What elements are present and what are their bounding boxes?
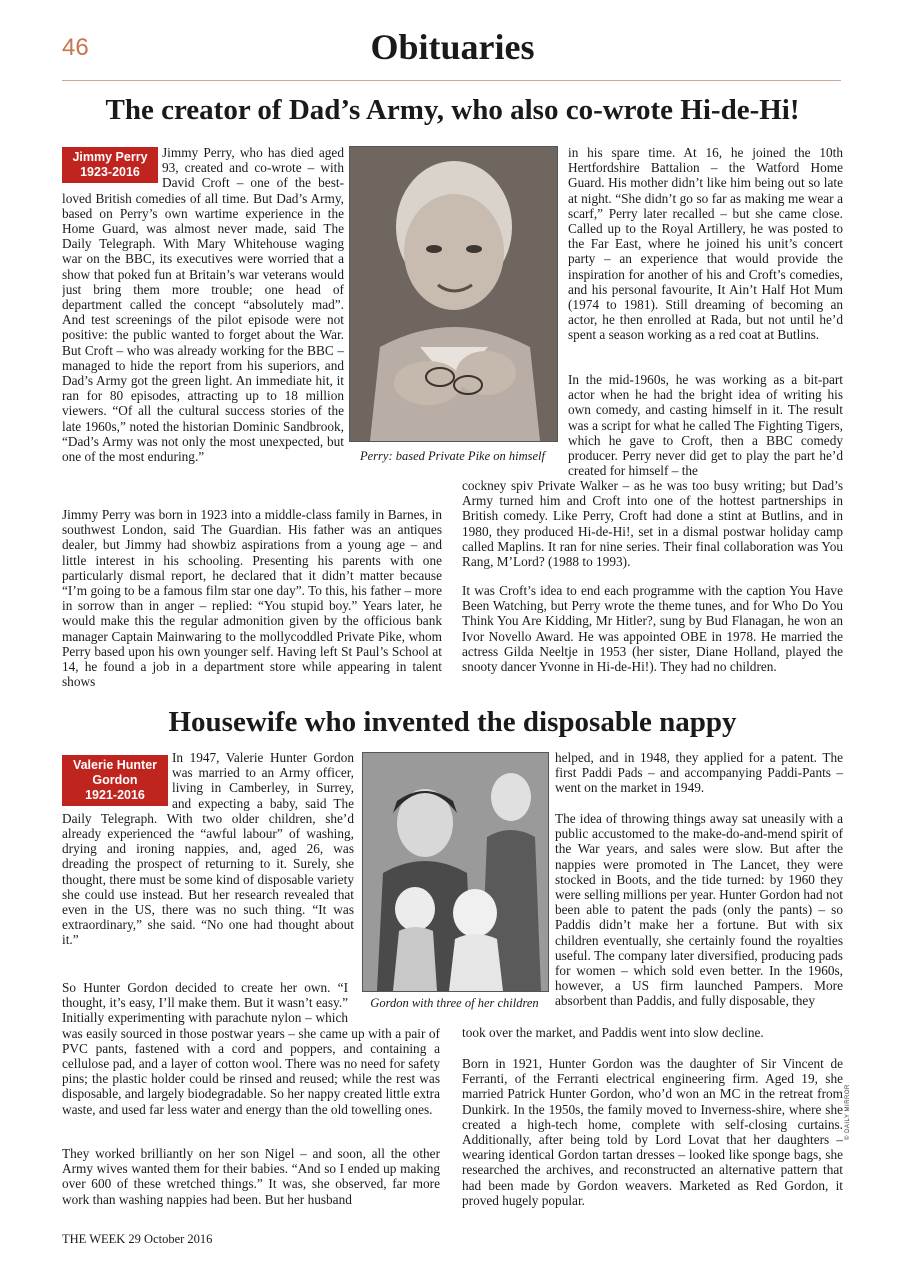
story1-badge-name: Jimmy Perry	[72, 150, 148, 164]
story2-col1-end	[62, 1146, 440, 1208]
story2-col2-top-text: helped, and in 1948, they applied for a patent. The first Paddi Pads – and accompanying Paddi-Pants – went on the market in 1949.	[555, 750, 843, 796]
story1-col2-end-text: It was Croft’s idea to end each programme with the caption You Have Been Watching, but Perry wrote the theme tunes, and for Who Do You Think You Are Kidding, Mr Hitler?, sung by Bud Flanagan, he won an Ivor Novello Award. He was appointed OBE in 1978. He married the actress Gilda Neeltje in 1953 (her sister, Diane Holland, played the snooty dancer Yvonne in Hi-de-Hi!). They had no children.	[462, 583, 843, 675]
story2-badge-years: 1921-2016	[85, 788, 145, 802]
story1-col2-end	[462, 583, 843, 691]
story2-headline: Housewife who invented the disposable nappy	[168, 706, 737, 738]
story2-col1-mid-text: So Hunter Gordon decided to create her own. “I thought, it’s easy, I’ll make them. But it wasn’t easy.” Initially experimenting with parachute nylon – which was easily sourced in those postwar years – she came up with a pair of PVC pants, fastened with a cord and poppers, and containing a cellulose pad, and a layer of cotton wool. There was no need for safety pins; the plastic holder could be rinsed and reused; while the rest was disposable, and largely biodegradable. So her nappy created little extra waste, and used far less water and energy than the old towelling ones.	[62, 980, 440, 1117]
story1-headline: The creator of Dad’s Army, who also co-wrote Hi-de-Hi!	[105, 94, 800, 126]
story2-photo	[362, 752, 549, 992]
footer-publication: THE WEEK 29 October 2016	[62, 1232, 213, 1246]
story1-badge-years: 1923-2016	[80, 165, 140, 179]
story2-col1-top	[62, 750, 354, 970]
story1-col2-mid	[568, 372, 843, 479]
story2-col2-end-text: Born in 1921, Hunter Gordon was the daughter of Sir Vincent de Ferranti, of the Ferranti electrical engineering firm. Aged 19, she married Patrick Hunter Gordon, who’d won an MC in the retreat from Dunkirk. In the 1950s, the family moved to Inverness-shire, where she created a high-tech home, complete with self-closing curtains. Additionally, after being told by Lord Lovat that her daughters – wearing identical Gordon tartan dresses – looked like sponge bags, she researched the archives, and reconstructed an alternative pattern that had been made by Gordon weavers. Marketed as Red Gordon, it proved hugely popular.	[462, 1056, 843, 1208]
story2-col2-mid	[555, 811, 843, 1025]
story2-col2-end	[462, 1056, 843, 1211]
story1-col2-mid-text: In the mid-1960s, he was working as a bit-part actor when he had the bright idea of writing his own comedy, and casting himself in it. The result was a script for what he called The Fighting Tigers, which he gave to Croft, then a BBC comedy producer. Perry never did get to play the part he’d created for himself – the	[568, 372, 843, 479]
story2-badge-name: Valerie Hunter Gordon	[72, 758, 158, 787]
story2-col1-end-text: They worked brilliantly on her son Nigel – and soon, all the other Army wives wanted them for their babies. “And so I ended up making over 600 of these wretched things.” It was, she observed, far more work than washing nappies had been. But her husband	[62, 1146, 440, 1207]
story1-col1-top-text: Jimmy Perry, who has died aged 93, created and co-wrote – with David Croft – one of the best-loved British comedies of all time. But Dad’s Army, based on Perry’s own wartime experience in the Home Guard, was almost never made, said The Daily Telegraph. With Mary Whitehouse waging war on the BBC, its executives were worried that a show that poked fun at Britain’s war veterans would just bring them more trouble; one head of department called the concept “absolutely mad”. And test screenings of the pilot episode were not positive: the public wanted to forget about the War. But Croft – who was already working for the BBC – managed to hide the report from his superiors, and Dad’s Army got the green light. An immediate hit, it ran for 80 episodes, attracting up to 18 million viewers. “Of all the cultural success stories of the late 1960s,” noted the historian Dominic Sandbrook, “Dad’s Army was not only the most unexpected, but one of the most enduring.”	[62, 145, 344, 465]
story2-col1-top-text: In 1947, Valerie Hunter Gordon was married to an Army officer, living in Camberley, in Surrey, and expecting a baby, said The Daily Telegraph. With two older children, she’d already experienced the “awful labour” of washing, drying and ironing nappies, and, aged 26, was dreading the prospect of returning to it. Surely, she thought, there must be some kind of disposable variety she could use instead. But her research revealed that even in the US, there was no such thing. “It was extraordinary,” she said. “No one had thought about it.”	[62, 750, 354, 948]
story2-photo-caption: Gordon with three of her children	[370, 996, 539, 1010]
story1-col2-wide	[462, 478, 843, 570]
story1-col1-bottom	[62, 507, 442, 692]
story2-col2-top	[555, 750, 843, 798]
photo-credit: © DAILY MIRROR	[845, 1084, 851, 1140]
story1-col1-bottom-text: Jimmy Perry was born in 1923 into a middle-class family in Barnes, in southwest London, said The Guardian. His father was an antiques dealer, but Jimmy had showbiz aspirations from a young age – and little interest in his schooling. Presenting his parents with one particularly dismal report, he declared that it didn’t matter because “I’m going to be a famous film star one day”. To this, his father – more in sorrow than in anger – replied: “You stupid boy.” Years later, he would make this the regular admonition given by the officious bank manager Captain Mainwaring to the mollycoddled Private Pike, whom Perry based upon his own younger self. Having left St Paul’s School at 14, he found a job in a department store while appearing in talent shows	[62, 507, 442, 690]
story1-photo	[349, 146, 558, 442]
story1-col1-top	[62, 145, 344, 495]
story1-col2-top	[568, 145, 843, 360]
family-photo-image	[363, 753, 548, 991]
story2-col2-wide-text: took over the market, and Paddis went into slow decline.	[462, 1025, 764, 1040]
page-number: 46	[62, 34, 89, 61]
story1-col2-top-text: in his spare time. At 16, he joined the 10th Hertfordshire Battalion – the Watford Home Guard. His mother didn’t like him being out so late at night. “She didn’t go so far as making me wear a scarf,” Perry later recalled – but she came close. Called up to the Royal Artillery, he was posted to the Far East, where he joined his unit’s concert party – an experience that would provide the inspiration for another of his and Croft’s comedies, and his personal favourite, It Ain’t Half Hot Mum (1974 to 1981). Still dreaming of becoming an actor, he then enrolled at Rada, but not until he’d spent a season working as a red coat at Butlins.	[568, 145, 843, 343]
portrait-image	[350, 147, 557, 441]
story2-col1-mid	[62, 980, 440, 1135]
story1-col2-wide-text: cockney spiv Private Walker – as he was too busy writing; but Dad’s Army turned him and Croft into one of the hottest partnerships in British comedy. Like Perry, Croft had done a stint at Butlins, and in 1980, they produced Hi-de-Hi!, set in a dismal postwar holiday camp called Maplins. It ran for nine series. Their final collaboration was You Rang, M’Lord? (1988 to 1993).	[462, 478, 843, 570]
story2-col2-mid-text: The idea of throwing things away sat uneasily with a public accustomed to the make-do-and-mend spirit of the War years, and sales were slow. But after the nappies were promoted in The Lancet, they were stocked in Boots, and the tide turned: by 1960 they were selling millions per year. Hunter Gordon had not been able to patent the pads (only the pants) – so Paddis didn’t make her a fortune. But with six children eventually, she certainly found the royalties useful. The company later diversified, producing pads for women – which sold even better. In the 1960s, however, a US firm launched Pampers. More absorbent than Paddis, and fully disposable, they	[555, 811, 843, 1009]
header-divider	[62, 80, 841, 81]
section-title: Obituaries	[370, 27, 535, 67]
story2-col2-wide	[462, 1025, 843, 1041]
story1-photo-caption: Perry: based Private Pike on himself	[359, 449, 546, 463]
